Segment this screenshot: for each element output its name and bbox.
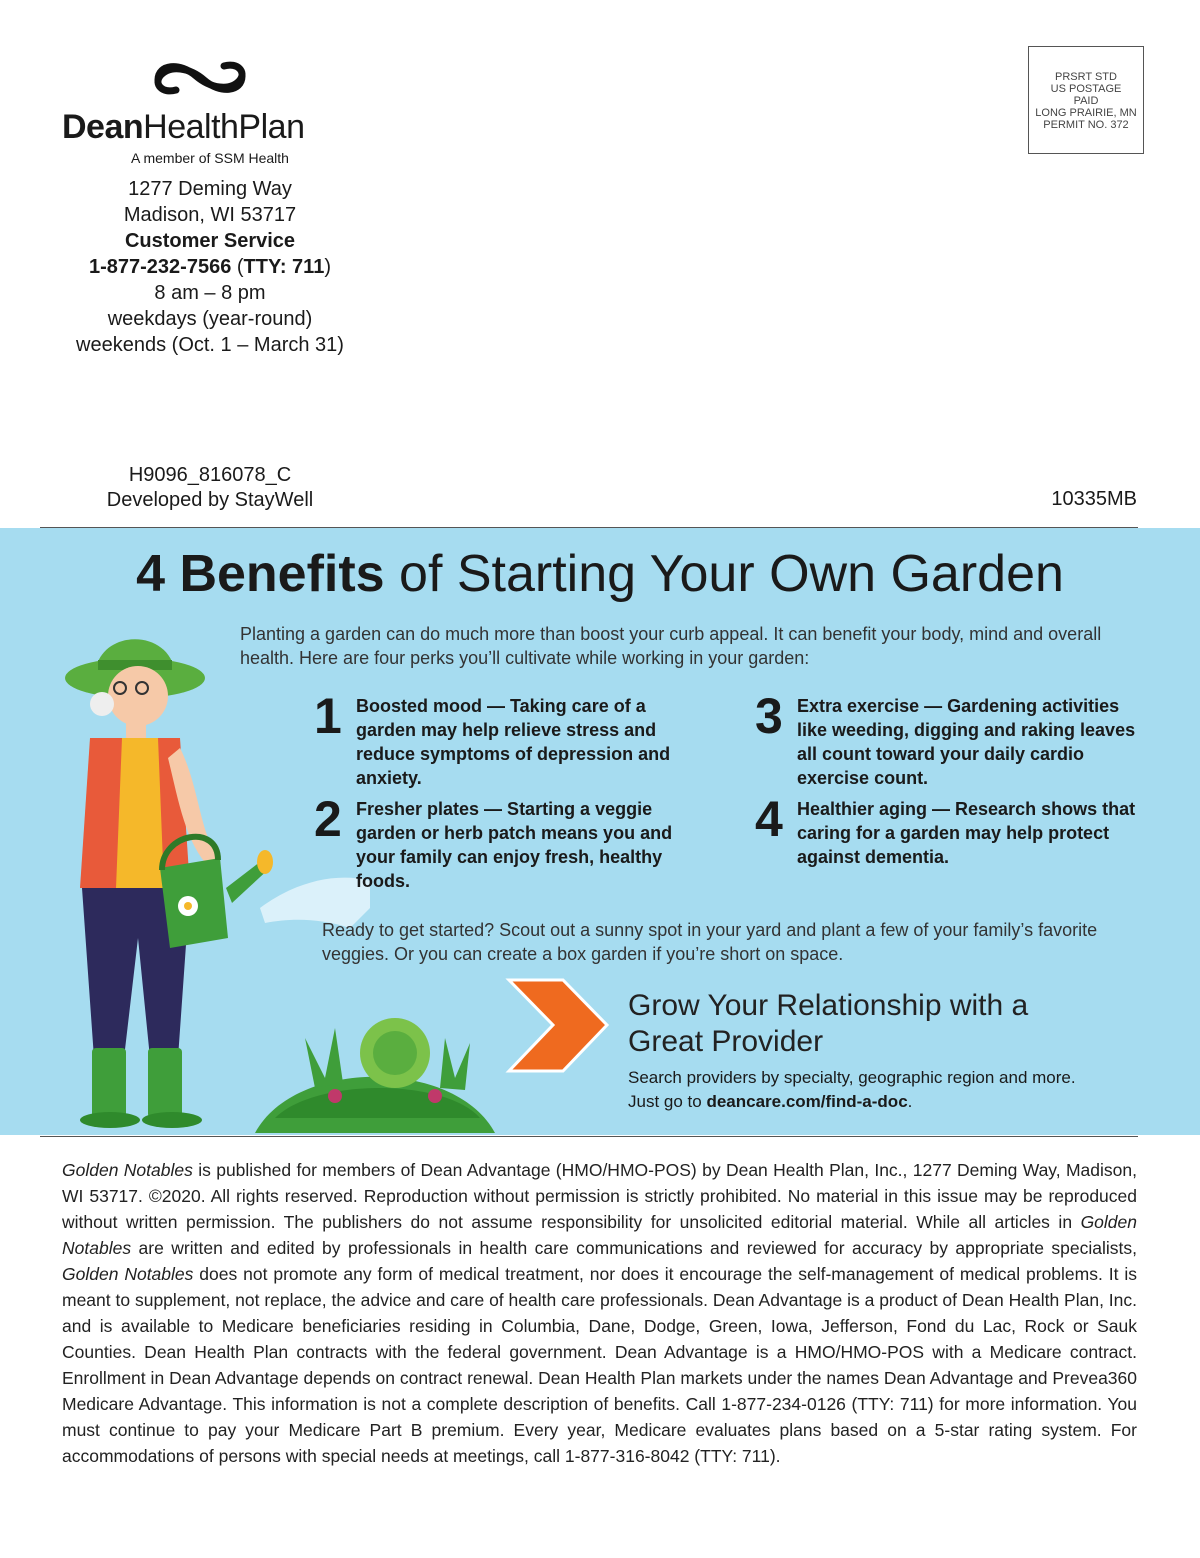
article-intro: Planting a garden can do much more than boost your curb appeal. It can benefit your body, mind and overall health. Here are four perks you’ll cultivate while working in your garden: [240,624,1102,668]
provider-promo-title: Grow Your Relationship with a Great Provider [628,989,1029,1058]
article-headline: 4 Benefits of Starting Your Own Garden [136,545,1064,603]
benefit-number: 4 [755,791,783,847]
find-a-doc-link[interactable]: deancare.com/find-a-doc [706,1092,908,1111]
postage-indicia: PRSRT STD US POSTAGE PAID LONG PRAIRIE, MN PERMIT NO. 372 [1028,46,1144,154]
brand-tagline: A member of SSM Health [131,150,289,166]
legal-fine-print: Golden Notables is published for members of Dean Advantage (HMO/HMO-POS) by Dean Health Plan, Inc., 1277 Deming Way, Madison, WI 53717. ©2020. All rights reserved. Reproduction without permission is strictly prohibited. No material in this issue may be reproduced without written permission. The publishers do not assume responsibility for unsolicited editorial material. While all articles in Golden Notables are written and edited by professionals in health care communications and reviewed for accuracy by appropriate specialists, Golden Notables does not promote any form of medical treatment, nor does it encourage the self-management of medical problems. It is meant to supplement, not replace, the advice and care of health care professionals. Dean Advantage is a product of Dean Health Plan, Inc. and is available to Medicare beneficiaries residing in Columbia, Dane, Dodge, Green, Iowa, Jefferson, Fond du Lac, Rock or Sauk Counties. Dean Health Plan contracts with the federal government. Dean Advantage is a HMO/HMO-POS with a Medicare contract. Enrollment in Dean Advantage depends on contract renewal. Dean Health Plan markets under the names Dean Advantage and Prevea360 Medicare Advantage. This information is not a complete description of benefits. Call 1-877-234-0126 (TTY: 711) for more information. You must continue to pay your Medicare Part B premium. Every year, Medicare evaluates plans based on a 5-star rating system. For accommodations of persons with special needs at meetings, call 1-877-316-8042 (TTY: 711). [62,1160,1137,1466]
job-number: 10335MB [1051,488,1137,510]
divider-bottom [40,1136,1138,1137]
address-city: Madison, WI 53717 [123,204,297,226]
dean-logo-icon [150,58,250,98]
benefit-number: 1 [314,688,342,744]
return-address [40,176,380,358]
benefit-text: Fresher plates — Starting a veggie garden or herb patch means you and your family can enjoy fresh, healthy foods. [356,799,673,891]
service-hours: 8 am – 8 pm [154,282,266,304]
address-street: 1277 Deming Way [128,178,292,200]
benefit-text: Boosted mood — Taking care of a garden may help relieve stress and reduce symptoms of depression and anxiety. [356,696,671,788]
service-weekends: weekends (Oct. 1 – March 31) [76,334,344,356]
call-to-action-text: Ready to get started? Scout out a sunny spot in your yard and plant a few of your family’s favorite veggies. Or you can create a box garden if you’re short on space. [322,920,1098,964]
document-codes [40,463,380,513]
brand-wordmark: DeanHealthPlan [62,108,305,146]
plan-code: H9096_816078_C [128,464,292,486]
provider-promo-text: Search providers by specialty, geographic region and more. Just go to deancare.com/find-a-doc. [628,1068,1076,1111]
service-weekdays: weekdays (year-round) [107,308,313,330]
customer-service-label: Customer Service [124,230,296,252]
benefit-text: Extra exercise — Gardening activities like weeding, digging and raking leaves all count toward your daily cardio exercise count. [797,696,1136,788]
chevron-right-icon [505,978,610,1073]
vegetable-mound-icon [255,998,500,1135]
benefit-number: 3 [755,688,783,744]
benefit-text: Healthier aging — Research shows that caring for a garden may help protect against dementia. [797,799,1136,867]
customer-service-phone: 1-877-232-7566 (TTY: 711) [88,256,331,278]
benefit-number: 2 [314,791,342,847]
developer-credit: Developed by StayWell [106,489,314,511]
